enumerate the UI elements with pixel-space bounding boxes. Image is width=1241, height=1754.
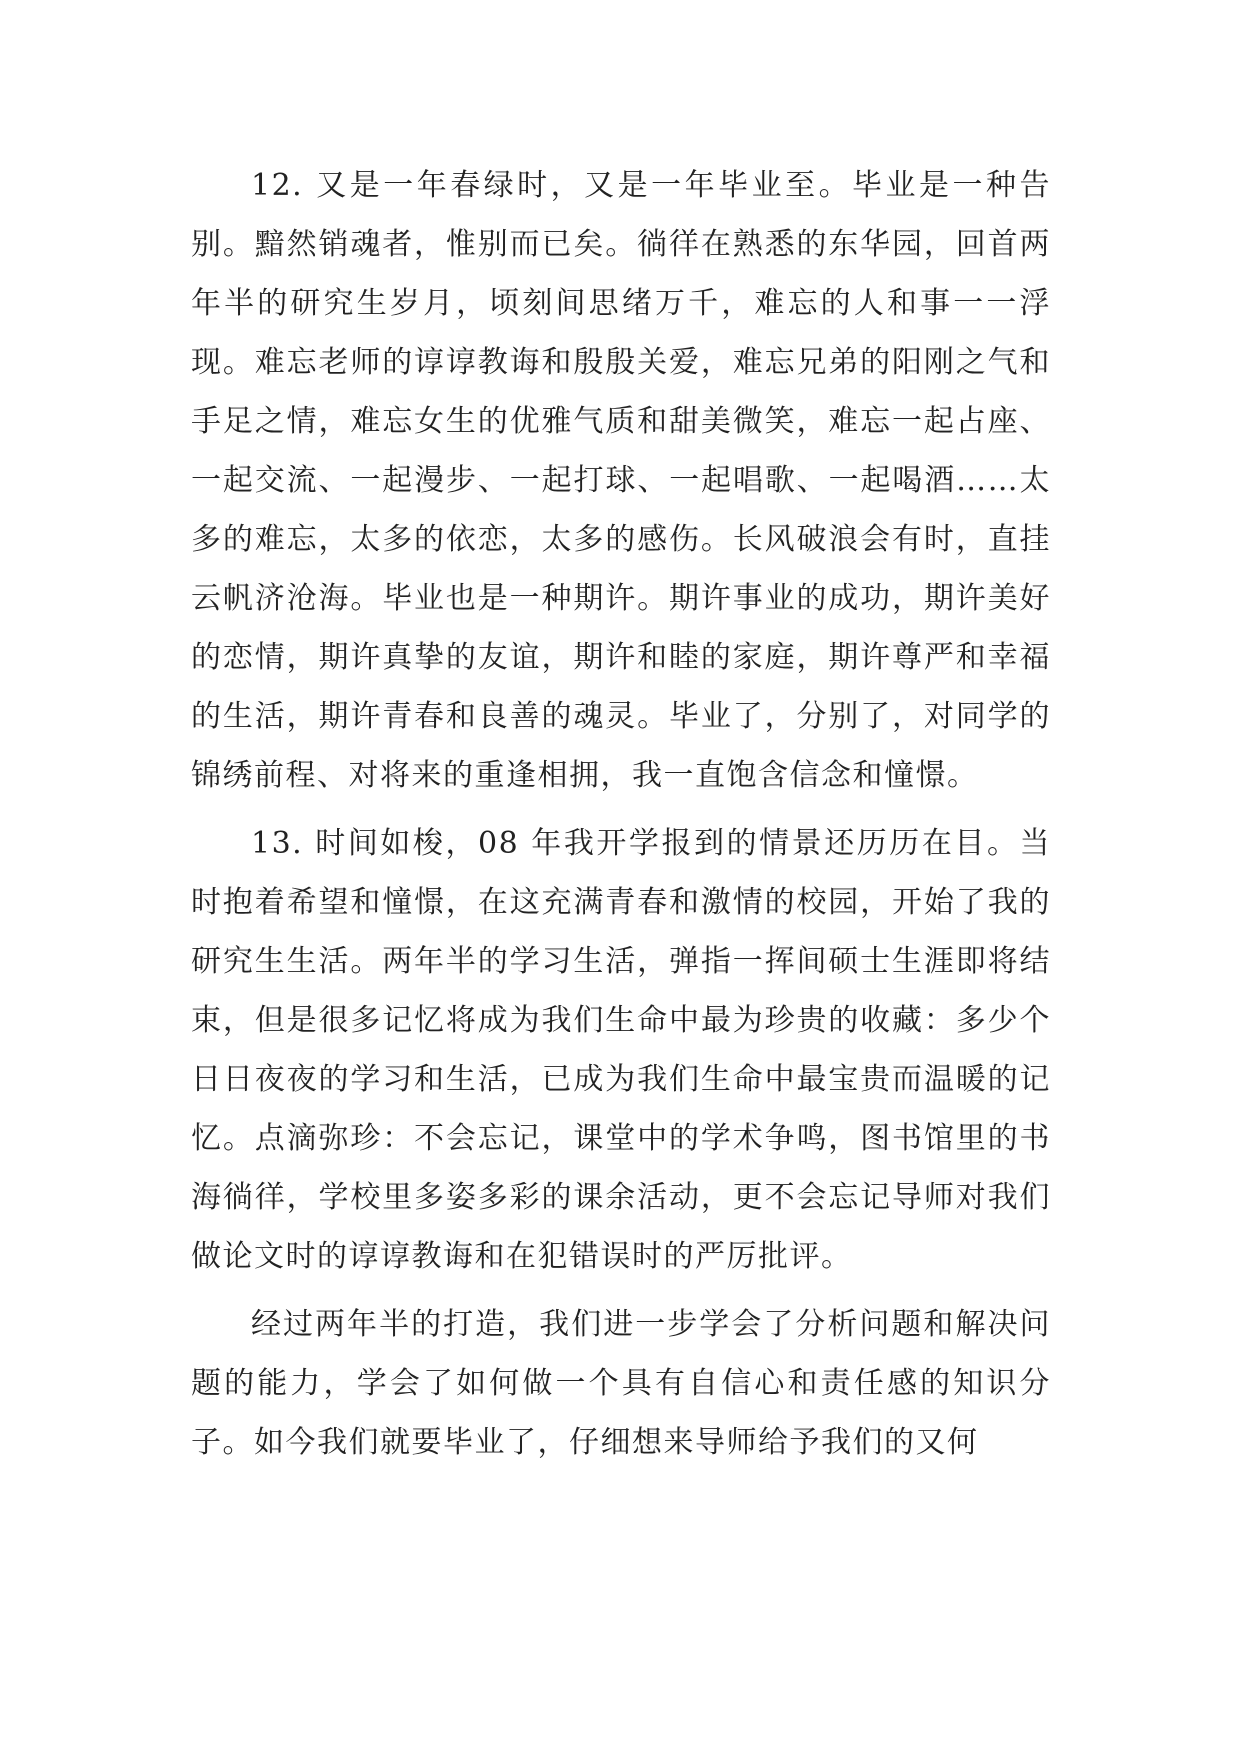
paragraph-13: 13. 时间如梭，08 年我开学报到的情景还历历在目。当时抱着希望和憧憬，在这充满青春和激情的校园，开始了我的研究生生活。两年半的学习生活，弹指一挥间硕士生涯即将结束，但是很多记忆将成为我们生命中最为珍贵的收藏：多少个日日夜夜的学习和生活，已成为我们生命中最宝贵而温暖的记忆。点滴弥珍：不会忘记，课堂中的学术争鸣，图书馆里的书海徜徉，学校里多姿多彩的课余活动，更不会忘记导师对我们做论文时的谆谆教诲和在犯错误时的严厉批评。	[191, 826, 1051, 1274]
paragraph-continuation: 经过两年半的打造，我们进一步学会了分析问题和解决问题的能力，学会了如何做一个具有自信心和责任感的知识分子。如今我们就要毕业了，仔细想来导师给予我们的又何	[191, 1307, 1051, 1460]
document-body	[191, 156, 1051, 1481]
paragraph-12: 12. 又是一年春绿时，又是一年毕业至。毕业是一种告别。黯然销魂者，惟别而已矣。徜徉在熟悉的东华园，回首两年半的研究生岁月，顷刻间思绪万千，难忘的人和事一一浮现。难忘老师的谆谆教诲和殷殷关爱，难忘兄弟的阳刚之气和手足之情，难忘女生的优雅气质和甜美微笑，难忘一起占座、一起交流、一起漫步、一起打球、一起唱歌、一起喝酒……太多的难忘，太多的依恋，太多的感伤。长风破浪会有时，直挂云帆济沧海。毕业也是一种期许。期许事业的成功，期许美好的恋情，期许真挚的友谊，期许和睦的家庭，期许尊严和幸福的生活，期许青春和良善的魂灵。毕业了，分别了，对同学的锦绣前程、对将来的重逢相拥，我一直饱含信念和憧憬。	[191, 168, 1051, 793]
